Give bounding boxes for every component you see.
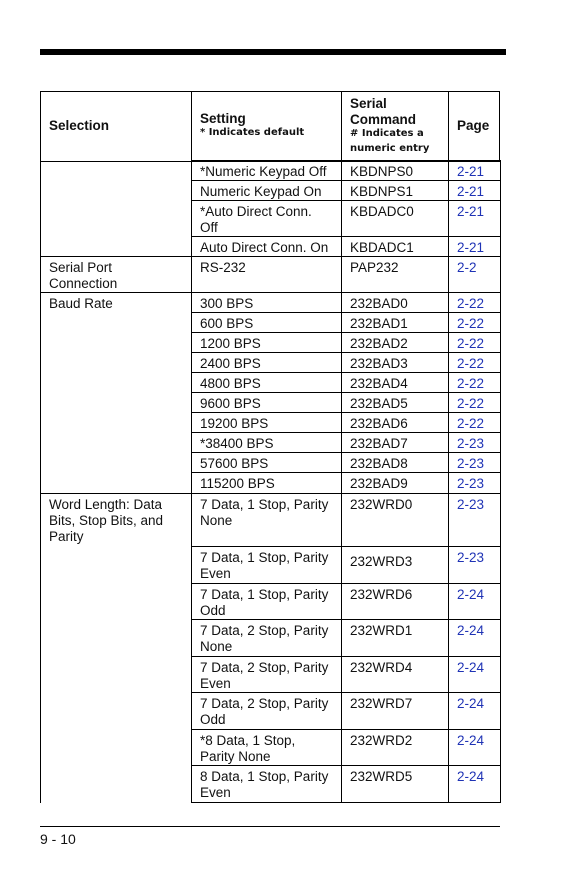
command-cell: 232BAD9 bbox=[342, 473, 449, 494]
header-setting: Setting bbox=[200, 111, 246, 126]
command-cell: 232BAD8 bbox=[342, 453, 449, 473]
selection-cell: Word Length: Data Bits, Stop Bits, and Parity bbox=[41, 494, 192, 547]
setting-cell: 2400 BPS bbox=[192, 353, 342, 373]
selection-cell bbox=[41, 393, 192, 413]
setting-cell: 19200 BPS bbox=[192, 413, 342, 433]
page-link[interactable]: 2-24 bbox=[449, 620, 501, 657]
command-cell: 232WRD7 bbox=[342, 693, 449, 730]
table-row bbox=[41, 433, 501, 453]
setting-cell: Auto Direct Conn. On bbox=[192, 237, 342, 257]
command-cell: 232BAD4 bbox=[342, 373, 449, 393]
selection-cell bbox=[41, 433, 192, 453]
table-row bbox=[41, 453, 501, 473]
table-row bbox=[41, 547, 501, 584]
command-cell: KBDADC1 bbox=[342, 237, 449, 257]
page-link[interactable]: 2-23 bbox=[449, 473, 501, 494]
header-command-cell bbox=[342, 92, 449, 161]
setting-cell: *Numeric Keypad Off bbox=[192, 161, 342, 181]
page-link[interactable]: 2-22 bbox=[449, 373, 501, 393]
command-cell: PAP232 bbox=[342, 257, 449, 293]
page-link[interactable]: 2-21 bbox=[449, 201, 501, 237]
table-row bbox=[41, 181, 501, 201]
page-link[interactable]: 2-22 bbox=[449, 413, 501, 433]
table-row bbox=[41, 313, 501, 333]
selection-cell bbox=[41, 201, 192, 237]
command-cell: 232WRD3 bbox=[342, 547, 449, 584]
table-row bbox=[41, 620, 501, 657]
table-row bbox=[41, 237, 501, 257]
selection-cell bbox=[41, 453, 192, 473]
setting-cell: *38400 BPS bbox=[192, 433, 342, 453]
selection-cell bbox=[41, 620, 192, 657]
table-header bbox=[40, 91, 500, 162]
selection-cell bbox=[41, 373, 192, 393]
page-link[interactable]: 2-21 bbox=[449, 181, 501, 201]
header-setting-cell bbox=[192, 92, 342, 161]
selection-cell bbox=[41, 353, 192, 373]
page-link[interactable]: 2-23 bbox=[449, 494, 501, 547]
setting-cell: Numeric Keypad On bbox=[192, 181, 342, 201]
command-cell: 232BAD3 bbox=[342, 353, 449, 373]
table-row bbox=[41, 657, 501, 693]
command-cell: 232BAD6 bbox=[342, 413, 449, 433]
setting-cell: 300 BPS bbox=[192, 293, 342, 313]
page-link[interactable]: 2-24 bbox=[449, 766, 501, 803]
setting-cell: 600 BPS bbox=[192, 313, 342, 333]
page-link[interactable]: 2-2 bbox=[449, 257, 501, 293]
table-row bbox=[41, 393, 501, 413]
page-link[interactable]: 2-23 bbox=[449, 433, 501, 453]
settings-table bbox=[40, 160, 501, 803]
table-row bbox=[41, 373, 501, 393]
command-cell: KBDNPS0 bbox=[342, 161, 449, 181]
command-cell: 232BAD0 bbox=[342, 293, 449, 313]
selection-cell bbox=[41, 584, 192, 620]
command-cell: 232WRD4 bbox=[342, 657, 449, 693]
command-cell: KBDNPS1 bbox=[342, 181, 449, 201]
setting-cell: 57600 BPS bbox=[192, 453, 342, 473]
table-row bbox=[41, 766, 501, 803]
command-cell: 232WRD6 bbox=[342, 584, 449, 620]
table-row bbox=[41, 161, 501, 181]
header-page-cell bbox=[449, 92, 499, 161]
table-row bbox=[41, 730, 501, 766]
command-cell: 232WRD2 bbox=[342, 730, 449, 766]
top-rule bbox=[40, 49, 506, 55]
table-row bbox=[41, 257, 501, 293]
selection-cell: Baud Rate bbox=[41, 293, 192, 313]
page-link[interactable]: 2-22 bbox=[449, 333, 501, 353]
setting-cell: 1200 BPS bbox=[192, 333, 342, 353]
setting-cell: 4800 BPS bbox=[192, 373, 342, 393]
header-setting-note: * Indicates default bbox=[200, 127, 305, 138]
setting-cell: RS-232 bbox=[192, 257, 342, 293]
command-cell: KBDADC0 bbox=[342, 201, 449, 237]
page-link[interactable]: 2-24 bbox=[449, 730, 501, 766]
selection-cell bbox=[41, 547, 192, 584]
page-link[interactable]: 2-22 bbox=[449, 353, 501, 373]
page-link[interactable]: 2-24 bbox=[449, 657, 501, 693]
page-number: 9 - 10 bbox=[40, 831, 76, 847]
page-link[interactable]: 2-24 bbox=[449, 584, 501, 620]
page-link[interactable]: 2-21 bbox=[449, 161, 501, 181]
page-link[interactable]: 2-22 bbox=[449, 293, 501, 313]
page-link[interactable]: 2-21 bbox=[449, 237, 501, 257]
page-link[interactable]: 2-23 bbox=[449, 453, 501, 473]
command-cell: 232BAD7 bbox=[342, 433, 449, 453]
header-page: Page bbox=[457, 118, 490, 133]
page-link[interactable]: 2-23 bbox=[449, 547, 501, 584]
footer-rule bbox=[40, 826, 500, 827]
setting-cell: 7 Data, 2 Stop, Parity None bbox=[192, 620, 342, 657]
table-row bbox=[41, 333, 501, 353]
selection-cell bbox=[41, 161, 192, 181]
setting-cell: 115200 BPS bbox=[192, 473, 342, 494]
header-selection-cell bbox=[41, 92, 192, 161]
selection-cell bbox=[41, 693, 192, 730]
table-row bbox=[41, 353, 501, 373]
table-row bbox=[41, 494, 501, 547]
command-cell: 232WRD5 bbox=[342, 766, 449, 803]
table-row bbox=[41, 201, 501, 237]
selection-cell bbox=[41, 181, 192, 201]
table-row bbox=[41, 293, 501, 313]
page-link[interactable]: 2-24 bbox=[449, 693, 501, 730]
setting-cell: 9600 BPS bbox=[192, 393, 342, 413]
page-link[interactable]: 2-22 bbox=[449, 313, 501, 333]
header-selection: Selection bbox=[49, 118, 110, 133]
selection-cell bbox=[41, 237, 192, 257]
command-cell: 232WRD1 bbox=[342, 620, 449, 657]
selection-cell bbox=[41, 333, 192, 353]
setting-cell: 7 Data, 1 Stop, Parity Even bbox=[192, 547, 342, 584]
header-command-line2: Command bbox=[350, 112, 417, 127]
selection-cell bbox=[41, 730, 192, 766]
table-row bbox=[41, 473, 501, 494]
selection-cell: Serial Port Connection bbox=[41, 257, 192, 293]
setting-cell: 7 Data, 2 Stop, Parity Odd bbox=[192, 693, 342, 730]
setting-cell: 8 Data, 1 Stop, Parity Even bbox=[192, 766, 342, 803]
header-command-note1: # Indicates a bbox=[350, 128, 424, 139]
setting-cell: 7 Data, 1 Stop, Parity Odd bbox=[192, 584, 342, 620]
selection-cell bbox=[41, 766, 192, 803]
command-cell: 232WRD0 bbox=[342, 494, 449, 547]
selection-cell bbox=[41, 313, 192, 333]
header-command-line1: Serial bbox=[350, 96, 387, 111]
command-cell: 232BAD2 bbox=[342, 333, 449, 353]
table-row bbox=[41, 584, 501, 620]
header-command-note2: numeric entry bbox=[350, 143, 430, 154]
selection-cell bbox=[41, 413, 192, 433]
setting-cell: *8 Data, 1 Stop, Parity None bbox=[192, 730, 342, 766]
table-row bbox=[41, 693, 501, 730]
page-link[interactable]: 2-22 bbox=[449, 393, 501, 413]
setting-cell: 7 Data, 1 Stop, Parity None bbox=[192, 494, 342, 547]
selection-cell bbox=[41, 657, 192, 693]
table-row bbox=[41, 413, 501, 433]
setting-cell: 7 Data, 2 Stop, Parity Even bbox=[192, 657, 342, 693]
selection-cell bbox=[41, 473, 192, 494]
command-cell: 232BAD5 bbox=[342, 393, 449, 413]
command-cell: 232BAD1 bbox=[342, 313, 449, 333]
setting-cell: *Auto Direct Conn. Off bbox=[192, 201, 342, 237]
